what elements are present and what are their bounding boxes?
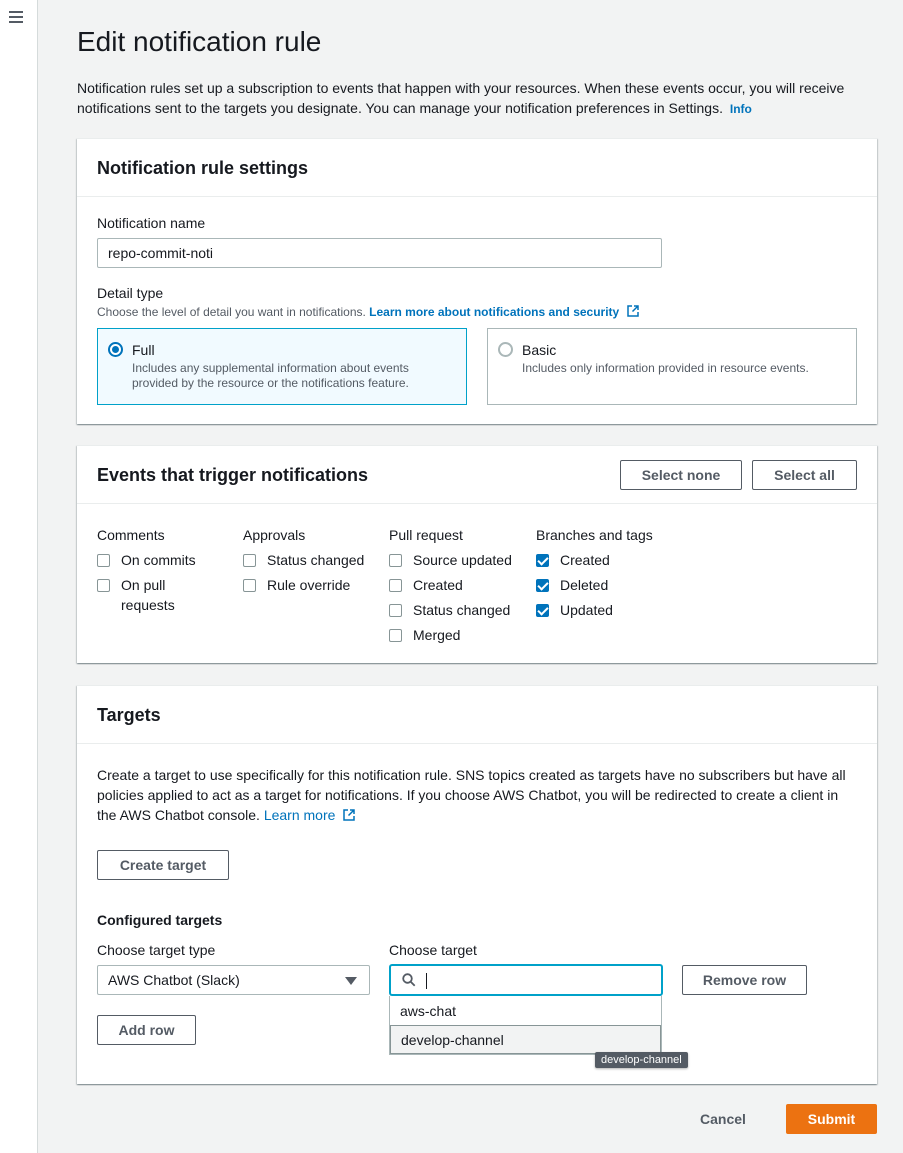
option-title: Full	[132, 342, 155, 358]
option-tooltip: develop-channel	[595, 1052, 688, 1068]
checkbox-branch-updated[interactable]	[536, 600, 613, 620]
checkbox-label: On commits	[121, 552, 196, 568]
detail-type-description	[97, 305, 639, 319]
caret-down-icon	[345, 977, 357, 985]
detail-type-full-option[interactable]	[97, 328, 467, 405]
external-link-icon	[343, 809, 355, 821]
target-type-value: AWS Chatbot (Slack)	[108, 972, 240, 988]
page-description	[77, 78, 877, 119]
checkbox-label: Created	[560, 552, 610, 568]
panel-header	[77, 686, 877, 744]
checkbox-icon[interactable]	[97, 554, 110, 567]
page-description-text: Notification rules set up a subscription to events that happen with your resources. When these events occur, you will receive notifications sent to the targets you designate. You can manage your notification preferences in Settings.	[77, 80, 845, 116]
cancel-button[interactable]: Cancel	[700, 1111, 746, 1127]
checkbox-label: Source updated	[413, 552, 512, 568]
checkbox-approval-status-changed[interactable]	[243, 550, 364, 570]
select-all-button[interactable]: Select all	[752, 460, 857, 490]
checkbox-checked-icon[interactable]	[536, 554, 549, 567]
checkbox-icon[interactable]	[243, 554, 256, 567]
learn-more-link[interactable]: Learn more	[263, 807, 336, 823]
detail-type-desc-text: Choose the level of detail you want in notifications.	[97, 305, 366, 319]
notification-name-input[interactable]	[97, 238, 662, 268]
page-title: Edit notification rule	[77, 26, 322, 57]
panel-title: Events that trigger notifications	[97, 465, 369, 485]
dropdown-option[interactable]: develop-channel	[390, 1025, 661, 1054]
checkbox-rule-override[interactable]	[243, 575, 350, 595]
search-icon	[402, 973, 416, 987]
radio-unselected-icon	[498, 342, 513, 357]
add-row-button[interactable]: Add row	[97, 1015, 196, 1045]
panel-header	[77, 446, 877, 504]
checkbox-branch-created[interactable]	[536, 550, 610, 570]
dropdown-option[interactable]: aws-chat	[400, 1002, 457, 1019]
checkbox-label: Created	[413, 577, 463, 593]
group-title-approvals: Approvals	[243, 527, 306, 543]
option-title: Basic	[522, 342, 557, 358]
learn-more-security-link[interactable]: Learn more about notifications and security	[369, 305, 620, 319]
select-none-button[interactable]: Select none	[620, 460, 742, 490]
group-title-pull-request: Pull request	[389, 527, 463, 543]
option-description: Includes any supplemental information about events provided by the resource or the notifications feature.	[132, 361, 409, 390]
detail-type-basic-option[interactable]	[487, 328, 857, 405]
choose-target-label: Choose target	[389, 942, 477, 958]
checkbox-label: Status changed	[267, 552, 365, 568]
configured-targets-heading: Configured targets	[97, 912, 223, 928]
checkbox-on-commits[interactable]	[97, 550, 196, 570]
checkbox-pr-created[interactable]	[389, 575, 463, 595]
events-panel	[77, 445, 877, 663]
checkbox-on-pull-requests[interactable]	[97, 575, 207, 615]
choose-target-search[interactable]	[390, 965, 662, 995]
checkbox-pr-status-changed[interactable]	[389, 600, 510, 620]
checkbox-icon[interactable]	[389, 579, 402, 592]
notification-settings-panel	[77, 138, 877, 424]
checkbox-label: Updated	[560, 602, 613, 618]
checkbox-icon[interactable]	[97, 579, 110, 592]
target-dropdown	[389, 996, 662, 1055]
target-type-select[interactable]	[97, 965, 370, 995]
panel-title: Targets	[97, 705, 161, 725]
notification-name-label: Notification name	[97, 215, 206, 231]
panel-header	[77, 139, 877, 197]
checkbox-branch-deleted[interactable]	[536, 575, 608, 595]
checkbox-checked-icon[interactable]	[536, 604, 549, 617]
menu-icon[interactable]	[9, 11, 23, 23]
remove-row-button[interactable]: Remove row	[682, 965, 807, 995]
create-target-button[interactable]: Create target	[97, 850, 229, 880]
info-link[interactable]: Info	[729, 102, 752, 116]
group-title-branches-and-tags: Branches and tags	[536, 527, 653, 543]
checkbox-label: Status changed	[413, 602, 511, 618]
external-link-icon	[627, 305, 639, 317]
checkbox-checked-icon[interactable]	[536, 579, 549, 592]
checkbox-label: Deleted	[560, 577, 609, 593]
target-type-label: Choose target type	[97, 942, 216, 958]
checkbox-label: On pull requests	[121, 577, 175, 613]
checkbox-icon[interactable]	[389, 554, 402, 567]
radio-selected-icon	[108, 342, 123, 357]
targets-description	[97, 765, 857, 825]
group-title-comments: Comments	[97, 527, 165, 543]
panel-title: Notification rule settings	[97, 158, 309, 178]
left-nav	[0, 0, 38, 1153]
option-description: Includes only information provided in resource events.	[522, 361, 809, 375]
targets-description-text: Create a target to use specifically for this notification rule. SNS topics created as targets have no subscribers but have all policies applied to act as a target for notifications. If you choose AWS Chatbot, you will be redirected to create a client in the AWS Chatbot console.	[97, 767, 846, 823]
text-cursor	[426, 973, 427, 989]
detail-type-label: Detail type	[97, 285, 164, 301]
checkbox-icon[interactable]	[389, 629, 402, 642]
checkbox-source-updated[interactable]	[389, 550, 512, 570]
checkbox-label: Rule override	[267, 577, 351, 593]
checkbox-icon[interactable]	[389, 604, 402, 617]
checkbox-merged[interactable]	[389, 625, 460, 645]
targets-panel	[77, 685, 877, 1084]
checkbox-label: Merged	[413, 627, 461, 643]
submit-button[interactable]: Submit	[786, 1104, 877, 1134]
checkbox-icon[interactable]	[243, 579, 256, 592]
